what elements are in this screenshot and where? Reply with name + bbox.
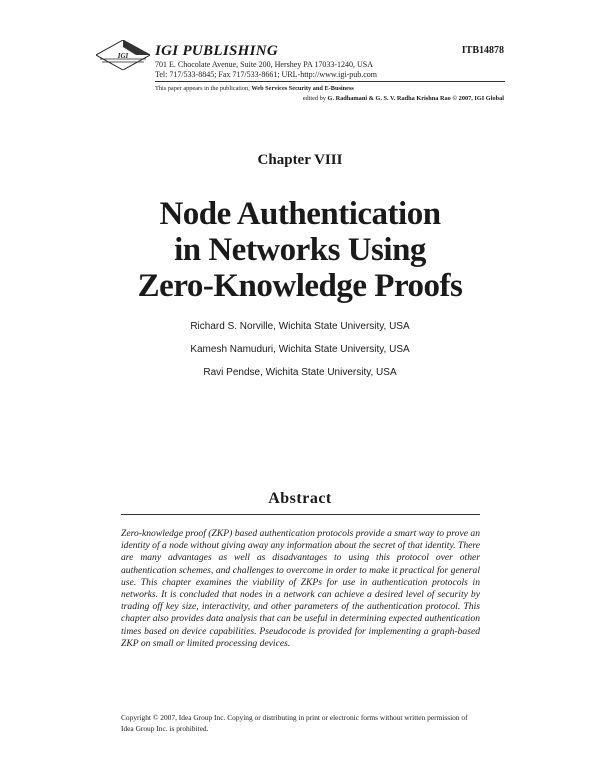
publication-title: Web Services Security and E-Business bbox=[251, 85, 354, 92]
logo-text: IGI bbox=[117, 52, 129, 60]
abstract-divider bbox=[121, 514, 480, 515]
edited-suffix: © 2007, IGI Global bbox=[450, 95, 504, 102]
chapter-label: Chapter VIII bbox=[257, 152, 343, 168]
author-3: Ravi Pendse, Wichita State University, USA bbox=[203, 367, 397, 378]
document-code: ITB14878 bbox=[461, 45, 504, 56]
copyright-notice: Copyright © 2007, Idea Group Inc. Copying or distributing in print or electronic forms without written permission of Idea Group Inc. is prohibited. bbox=[121, 713, 468, 733]
header-divider bbox=[155, 81, 505, 82]
publisher-contact: Tel: 717/533-8845; Fax 717/533-8661; URL-http://www.igi-pub.com bbox=[155, 70, 378, 79]
editors-note bbox=[303, 95, 504, 102]
igi-logo-icon bbox=[96, 40, 150, 70]
author-1: Richard S. Norville, Wichita State University, USA bbox=[190, 321, 410, 332]
author-2: Kamesh Namuduri, Wichita State University, USA bbox=[190, 344, 410, 355]
publication-note bbox=[155, 85, 354, 92]
chapter-title bbox=[0, 196, 600, 304]
abstract-heading: Abstract bbox=[268, 490, 332, 507]
title-line: Node Authentication bbox=[159, 196, 441, 232]
title-line: Zero-Knowledge Proofs bbox=[137, 268, 463, 304]
editors: G. Radhamani & G. S. V. Radha Krishna Rao bbox=[327, 95, 451, 102]
publisher-name: IGI PUBLISHING bbox=[155, 43, 278, 59]
publication-prefix: This paper appears in the publication, bbox=[155, 85, 252, 92]
title-line: in Networks Using bbox=[174, 232, 426, 268]
publisher-address: 701 E. Chocolate Avenue, Suite 200, Hershey PA 17033-1240, USA bbox=[155, 60, 373, 69]
edited-prefix: edited by bbox=[302, 95, 328, 102]
abstract-text: Zero-knowledge proof (ZKP) based authentication protocols provide a smart way to prove an identity of a node without giving away any information about the secret of that identity. There are many advantages as well as disadvantages to using this protocol over other authentication schemes, and challenges to overcome in order to make it practical for general use. This chapter examines the viability of ZKPs for use in authentication protocols in networks. It is concluded that nodes in a network can achieve a desired level of security by trading off key size, interactivity, and other parameters of the authentication protocol. This chapter also provides data analysis that can be useful in determining expected authentication times based on device capabilities. Pseudocode is provided for implementing a graph-based ZKP on small or limited processing devices. bbox=[121, 528, 481, 649]
